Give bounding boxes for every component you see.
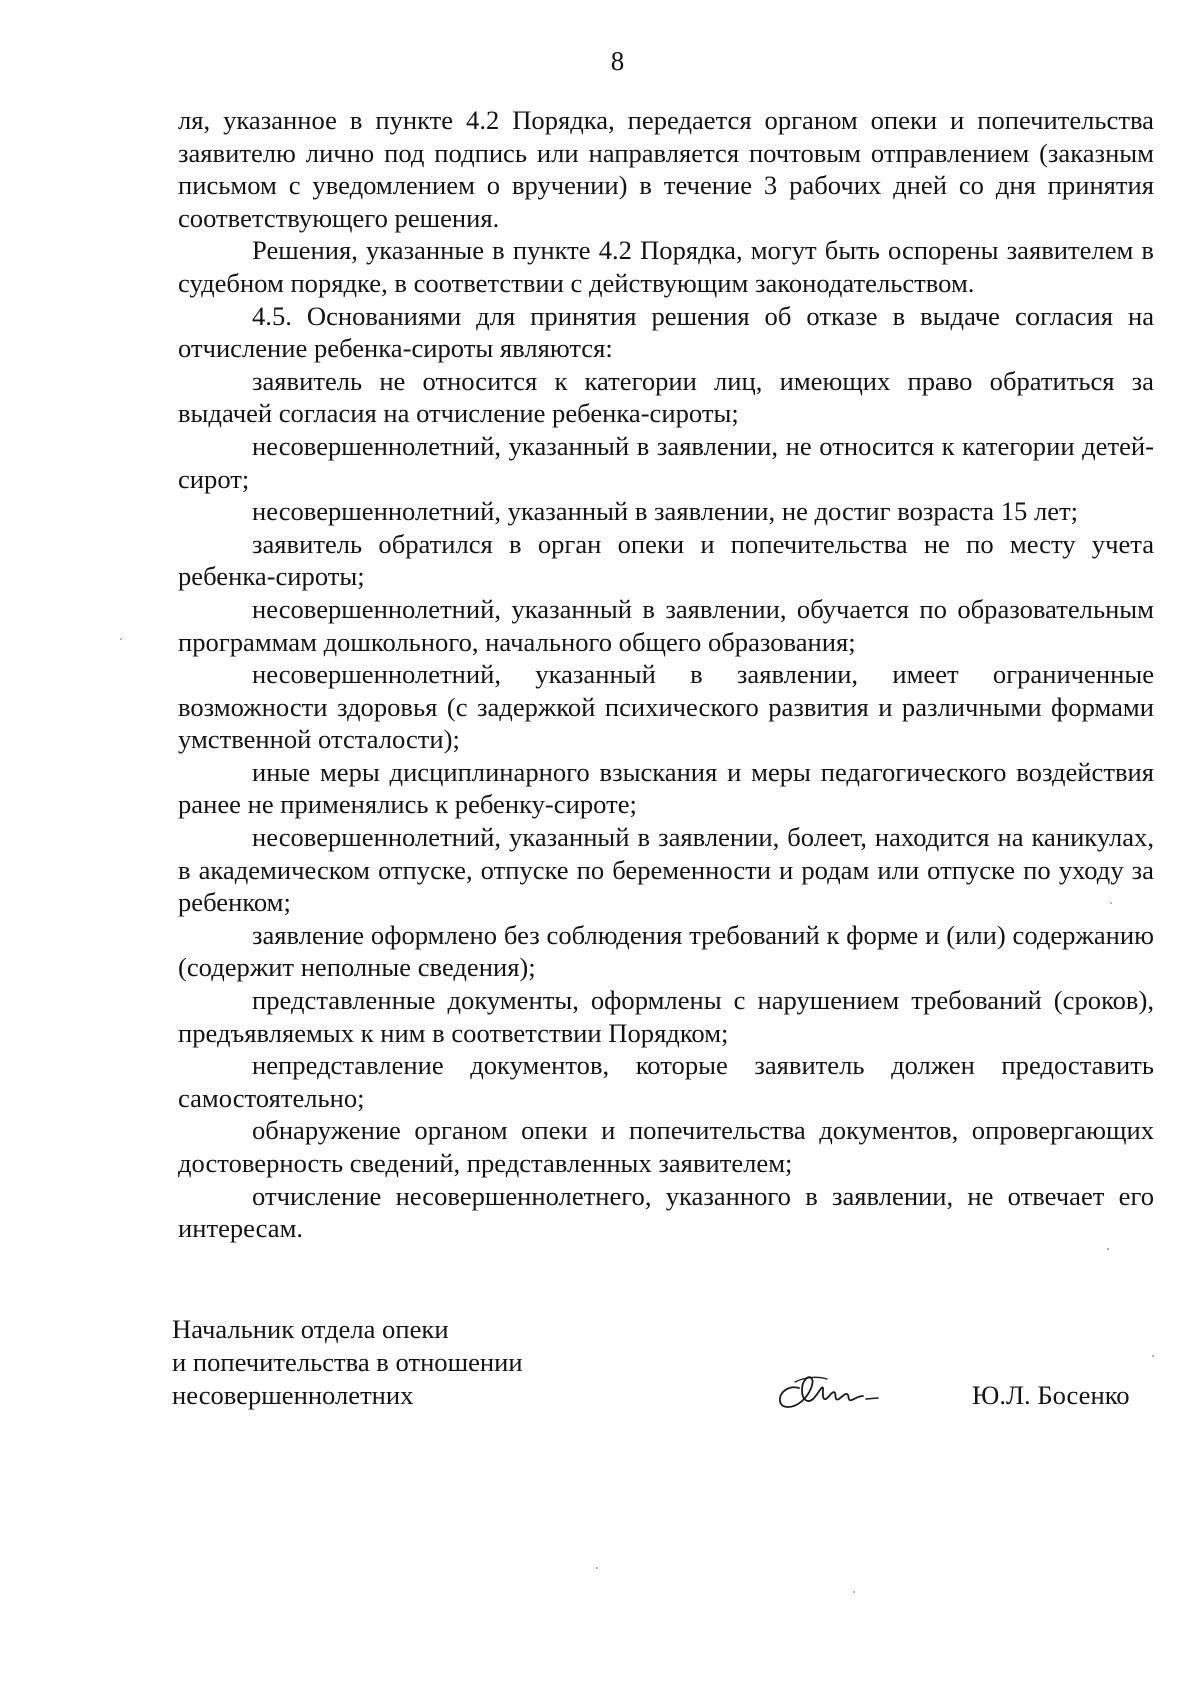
list-item: иные меры дисциплинарного взыскания и меры педагогического воздействия ранее не применялись к ребенку-сироте; (178, 756, 1154, 820)
scan-speck (1107, 1248, 1109, 1250)
scan-speck (853, 1591, 855, 1593)
scan-speck (596, 1567, 598, 1569)
list-item: непредставление документов, которые заявитель должен предоставить самостоятельно; (178, 1050, 1154, 1113)
list-item: несовершеннолетний, указанный в заявлении, имеет ограниченные возможности здоровья (с задержкой психического развития и различными формами умственной отсталости); (178, 659, 1154, 755)
handwritten-signature (775, 1368, 893, 1418)
list-item: заявитель не относится к категории лиц, имеющих право обратиться за выдачей согласия на отчисление ребенка-сироты; (178, 365, 1154, 429)
paragraph: 4.5. Основаниями для принятия решения об отказе в выдаче согласия на отчисление ребенка-сироты являются: (178, 300, 1154, 364)
scan-speck (1110, 902, 1112, 904)
scan-speck (1152, 1355, 1154, 1357)
list-item: представленные документы, оформлены с нарушением требований (сроков), предъявляемых к ним в соответствии Порядком; (178, 985, 1154, 1048)
list-item: несовершеннолетний, указанный в заявлении, болеет, находится на каникулах, в академическом отпуске, отпуске по беременности и родам или отпуске по уходу за ребенком; (178, 822, 1154, 918)
scan-speck (120, 638, 122, 640)
list-item: отчисление несовершеннолетнего, указанного в заявлении, не отвечает его интересам. (178, 1180, 1154, 1244)
list-item: заявление оформлено без соблюдения требований к форме и (или) содержанию (содержит неполные сведения); (178, 919, 1154, 983)
list-item: несовершеннолетний, указанный в заявлении, не достиг возраста 15 лет; (252, 496, 1079, 527)
list-item: несовершеннолетний, указанный в заявлении, обучается по образовательным программам дошкольного, начального общего образования; (178, 593, 1154, 657)
list-item: заявитель обратился в орган опеки и попечительства не по месту учета ребенка-сироты; (178, 528, 1154, 592)
document-body (178, 104, 1154, 1245)
signatory-title-line: и попечительства в отношении (172, 1346, 523, 1377)
paragraph: ля, указанное в пункте 4.2 Порядка, передается органом опеки и попечительства заявителю лично под подпись или направляется почтовым отправлением (заказным письмом с уведомлением о вручении) в течение 3 рабочих дней со дня принятия соответствующего решения. (178, 105, 1154, 233)
page-number: 8 (610, 46, 625, 76)
list-item: обнаружение органом опеки и попечительства документов, опровергающих достоверность сведений, представленных заявителем; (178, 1115, 1154, 1178)
list-item: несовершеннолетний, указанный в заявлении, не относится к категории детей-сирот; (178, 430, 1154, 494)
signer-name: Ю.Л. Босенко (972, 1380, 1130, 1410)
signatory-title-line: Начальник отдела опеки (172, 1314, 449, 1344)
paragraph: Решения, указанные в пункте 4.2 Порядка, могут быть оспорены заявителем в судебном порядке, в соответствии с действующим законодательством. (178, 235, 1154, 298)
signatory-title-line: несовершеннолетних (172, 1379, 414, 1410)
signatory-title (172, 1313, 523, 1411)
